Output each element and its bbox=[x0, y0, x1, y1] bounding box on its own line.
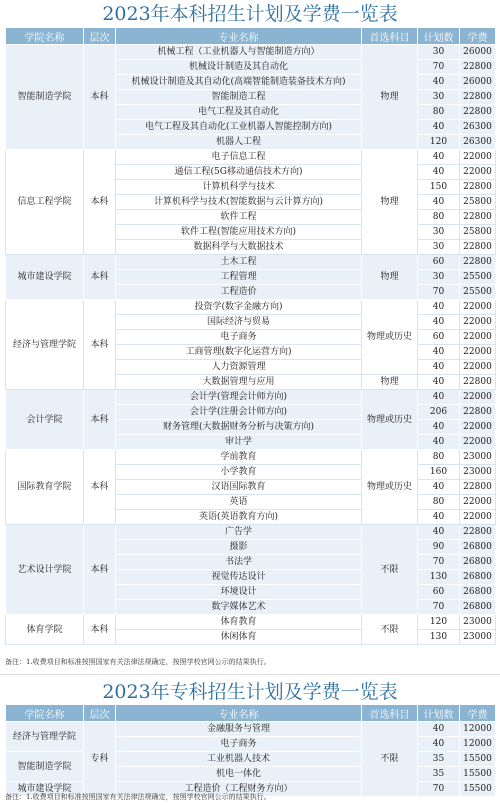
college-note: 备注：1.收费项目和标准按照国家有关法律法规确定，按照学校官网公示的结果执行。 bbox=[5, 793, 271, 801]
college-name-cell: 经济与管理学院 bbox=[6, 300, 84, 390]
tuition-cell: 26000 bbox=[460, 75, 496, 90]
plan-count-cell: 40 bbox=[418, 195, 460, 210]
college-header-2: 专业名称 bbox=[116, 705, 362, 722]
college-header-4: 计划数 bbox=[418, 705, 460, 722]
plan-count-cell: 40 bbox=[418, 420, 460, 435]
plan-count-cell: 206 bbox=[418, 405, 460, 420]
plan-count-cell: 120 bbox=[418, 135, 460, 150]
major-cell: 财务管理(大数据财务分析与决策方向) bbox=[116, 420, 362, 435]
college-name-cell: 信息工程学院 bbox=[6, 150, 84, 255]
table-row bbox=[6, 615, 496, 630]
table-row bbox=[6, 450, 496, 465]
subject-cell: 物理 bbox=[362, 255, 418, 300]
table-row bbox=[6, 722, 496, 737]
tuition-cell: 22800 bbox=[460, 255, 496, 270]
plan-count-cell: 70 bbox=[418, 600, 460, 615]
tuition-cell: 22800 bbox=[460, 90, 496, 105]
table-row bbox=[6, 300, 496, 315]
tuition-cell: 22000 bbox=[460, 300, 496, 315]
college-name-cell: 智能制造学院 bbox=[6, 752, 84, 782]
level-cell: 本科 bbox=[84, 300, 116, 390]
table-row bbox=[6, 150, 496, 165]
major-cell: 国际经济与贸易 bbox=[116, 315, 362, 330]
major-cell: 摄影 bbox=[116, 540, 362, 555]
level-cell: 专科 bbox=[84, 722, 116, 797]
college-name-cell: 国际教育学院 bbox=[6, 450, 84, 525]
tuition-cell: 22000 bbox=[460, 420, 496, 435]
tuition-cell: 26800 bbox=[460, 585, 496, 600]
major-cell: 投资学(数字金融方向) bbox=[116, 300, 362, 315]
major-cell: 电气工程及其自动化(工业机器人智能控制方向) bbox=[116, 120, 362, 135]
major-cell: 视觉传达设计 bbox=[116, 570, 362, 585]
major-cell: 工程造价 bbox=[116, 285, 362, 300]
subject-cell: 物理 bbox=[362, 45, 418, 150]
plan-count-cell: 30 bbox=[418, 225, 460, 240]
major-cell: 学前教育 bbox=[116, 450, 362, 465]
major-cell: 软件工程 bbox=[116, 210, 362, 225]
major-cell: 大数据管理与应用 bbox=[116, 375, 362, 390]
plan-count-cell: 130 bbox=[418, 630, 460, 645]
tuition-cell: 23000 bbox=[460, 630, 496, 645]
plan-count-cell: 30 bbox=[418, 45, 460, 60]
tuition-cell: 15500 bbox=[460, 767, 496, 782]
major-cell: 软件工程(智能应用技术方向) bbox=[116, 225, 362, 240]
major-cell: 电子商务 bbox=[116, 330, 362, 345]
plan-count-cell: 80 bbox=[418, 210, 460, 225]
tuition-cell: 15500 bbox=[460, 752, 496, 767]
major-cell: 工程管理 bbox=[116, 270, 362, 285]
level-cell: 本科 bbox=[84, 525, 116, 615]
tuition-cell: 26000 bbox=[460, 45, 496, 60]
tuition-cell: 22800 bbox=[460, 180, 496, 195]
level-cell: 本科 bbox=[84, 390, 116, 450]
subject-cell: 物理或历史 bbox=[362, 300, 418, 375]
undergrad-header-3: 首选科目 bbox=[362, 28, 418, 45]
major-cell: 土木工程 bbox=[116, 255, 362, 270]
undergrad-title: 2023年本科招生计划及学费一览表 bbox=[102, 3, 398, 25]
plan-count-cell: 80 bbox=[418, 495, 460, 510]
plan-count-cell: 80 bbox=[418, 105, 460, 120]
table-row bbox=[6, 752, 496, 767]
college-title: 2023年专科招生计划及学费一览表 bbox=[102, 681, 398, 703]
tuition-cell: 22000 bbox=[460, 165, 496, 180]
plan-count-cell: 40 bbox=[418, 75, 460, 90]
undergrad-header-row bbox=[6, 28, 496, 45]
undergrad-header-0: 学院名称 bbox=[6, 28, 84, 45]
tuition-cell: 22800 bbox=[460, 210, 496, 225]
plan-count-cell: 40 bbox=[418, 390, 460, 405]
plan-count-cell: 30 bbox=[418, 270, 460, 285]
plan-count-cell: 40 bbox=[418, 722, 460, 737]
tuition-cell: 22800 bbox=[460, 525, 496, 540]
major-cell: 机械设计制造及其自动化 bbox=[116, 60, 362, 75]
plan-count-cell: 40 bbox=[418, 300, 460, 315]
tuition-cell: 22000 bbox=[460, 390, 496, 405]
plan-count-cell: 120 bbox=[418, 615, 460, 630]
plan-count-cell: 40 bbox=[418, 737, 460, 752]
plan-count-cell: 130 bbox=[418, 570, 460, 585]
major-cell: 计算机科学与技术(智能数据与云计算方向) bbox=[116, 195, 362, 210]
major-cell: 电子信息工程 bbox=[116, 150, 362, 165]
college-header-1: 层次 bbox=[84, 705, 116, 722]
major-cell: 书法学 bbox=[116, 555, 362, 570]
plan-count-cell: 40 bbox=[418, 375, 460, 390]
major-cell: 电子商务 bbox=[116, 737, 362, 752]
tuition-cell: 22000 bbox=[460, 315, 496, 330]
tuition-cell: 26800 bbox=[460, 540, 496, 555]
plan-count-cell: 150 bbox=[418, 180, 460, 195]
college-name-cell: 体育学院 bbox=[6, 615, 84, 645]
college-name-cell: 智能制造学院 bbox=[6, 45, 84, 150]
plan-count-cell: 70 bbox=[418, 285, 460, 300]
major-cell: 通信工程(5G移动通信技术方向) bbox=[116, 165, 362, 180]
major-cell: 数据科学与大数据技术 bbox=[116, 240, 362, 255]
major-cell: 电气工程及其自动化 bbox=[116, 105, 362, 120]
tuition-cell: 26800 bbox=[460, 600, 496, 615]
major-cell: 计算机科学与技术 bbox=[116, 180, 362, 195]
tuition-cell: 22800 bbox=[460, 240, 496, 255]
plan-count-cell: 40 bbox=[418, 525, 460, 540]
major-cell: 体育教育 bbox=[116, 615, 362, 630]
subject-cell: 不限 bbox=[362, 615, 418, 645]
major-cell: 金融服务与管理 bbox=[116, 722, 362, 737]
plan-count-cell: 40 bbox=[418, 360, 460, 375]
tuition-cell: 25800 bbox=[460, 225, 496, 240]
tuition-cell: 22000 bbox=[460, 510, 496, 525]
subject-cell: 不限 bbox=[362, 525, 418, 615]
major-cell: 工商管理(数字化运营方向) bbox=[116, 345, 362, 360]
plan-count-cell: 80 bbox=[418, 450, 460, 465]
tuition-cell: 22800 bbox=[460, 480, 496, 495]
college-name-cell: 艺术设计学院 bbox=[6, 525, 84, 615]
plan-count-cell: 40 bbox=[418, 120, 460, 135]
undergrad-header-5: 学费 bbox=[460, 28, 496, 45]
major-cell: 广告学 bbox=[116, 525, 362, 540]
college-header-5: 学费 bbox=[460, 705, 496, 722]
major-cell: 数字媒体艺术 bbox=[116, 600, 362, 615]
level-cell: 本科 bbox=[84, 150, 116, 255]
major-cell: 英语(英语教育方向) bbox=[116, 510, 362, 525]
table-row bbox=[6, 255, 496, 270]
tuition-cell: 26300 bbox=[460, 135, 496, 150]
undergrad-note: 备注：1.收费项目和标准按照国家有关法律法规确定，按照学校官网公示的结果执行。 bbox=[5, 658, 271, 666]
college-name-cell: 会计学院 bbox=[6, 390, 84, 450]
plan-count-cell: 70 bbox=[418, 555, 460, 570]
plan-count-cell: 90 bbox=[418, 540, 460, 555]
major-cell: 机械工程（工业机器人与智能制造方向） bbox=[116, 45, 362, 60]
plan-count-cell: 70 bbox=[418, 60, 460, 75]
major-cell: 环境设计 bbox=[116, 585, 362, 600]
tuition-cell: 12000 bbox=[460, 722, 496, 737]
undergrad-header-1: 层次 bbox=[84, 28, 116, 45]
section-divider bbox=[0, 674, 500, 675]
plan-count-cell: 30 bbox=[418, 90, 460, 105]
major-cell: 休闲体育 bbox=[116, 630, 362, 645]
plan-count-cell: 40 bbox=[418, 435, 460, 450]
undergrad-table bbox=[5, 27, 496, 645]
major-cell: 机械设计制造及其自动化(高端智能制造装备技术方向) bbox=[116, 75, 362, 90]
level-cell: 本科 bbox=[84, 45, 116, 150]
tuition-cell: 22800 bbox=[460, 60, 496, 75]
level-cell: 本科 bbox=[84, 450, 116, 525]
tuition-cell: 15500 bbox=[460, 782, 496, 797]
tuition-cell: 22000 bbox=[460, 345, 496, 360]
major-cell: 会计学(注册会计师方向) bbox=[116, 405, 362, 420]
plan-count-cell: 60 bbox=[418, 330, 460, 345]
plan-count-cell: 30 bbox=[418, 240, 460, 255]
plan-count-cell: 70 bbox=[418, 782, 460, 797]
tuition-cell: 23000 bbox=[460, 465, 496, 480]
level-cell: 本科 bbox=[84, 615, 116, 645]
major-cell: 工程造价（工程财务方向） bbox=[116, 782, 362, 797]
college-header-0: 学院名称 bbox=[6, 705, 84, 722]
tuition-cell: 26800 bbox=[460, 555, 496, 570]
tuition-cell: 22000 bbox=[460, 495, 496, 510]
tuition-cell: 26300 bbox=[460, 120, 496, 135]
tuition-cell: 22800 bbox=[460, 375, 496, 390]
major-cell: 人力资源管理 bbox=[116, 360, 362, 375]
plan-count-cell: 40 bbox=[418, 510, 460, 525]
major-cell: 会计学(管理会计师方向) bbox=[116, 390, 362, 405]
plan-count-cell: 160 bbox=[418, 465, 460, 480]
subject-cell: 物理 bbox=[362, 375, 418, 390]
subject-cell: 不限 bbox=[362, 722, 418, 797]
plan-count-cell: 35 bbox=[418, 767, 460, 782]
college-table bbox=[5, 704, 496, 797]
subject-cell: 物理或历史 bbox=[362, 390, 418, 450]
major-cell: 审计学 bbox=[116, 435, 362, 450]
table-row bbox=[6, 390, 496, 405]
tuition-cell: 22000 bbox=[460, 435, 496, 450]
major-cell: 英语 bbox=[116, 495, 362, 510]
tuition-cell: 25500 bbox=[460, 270, 496, 285]
tuition-cell: 25500 bbox=[460, 285, 496, 300]
plan-count-cell: 60 bbox=[418, 585, 460, 600]
college-name-cell: 城市建设学院 bbox=[6, 255, 84, 300]
college-header-3: 首选科目 bbox=[362, 705, 418, 722]
major-cell: 小学教育 bbox=[116, 465, 362, 480]
tuition-cell: 25800 bbox=[460, 195, 496, 210]
plan-count-cell: 35 bbox=[418, 752, 460, 767]
tuition-cell: 23000 bbox=[460, 615, 496, 630]
tuition-cell: 26800 bbox=[460, 570, 496, 585]
subject-cell: 物理 bbox=[362, 150, 418, 255]
plan-count-cell: 60 bbox=[418, 255, 460, 270]
plan-count-cell: 40 bbox=[418, 345, 460, 360]
tuition-cell: 22800 bbox=[460, 405, 496, 420]
college-header-row bbox=[6, 705, 496, 722]
major-cell: 智能制造工程 bbox=[116, 90, 362, 105]
tuition-cell: 23000 bbox=[460, 450, 496, 465]
tuition-cell: 12000 bbox=[460, 737, 496, 752]
major-cell: 工业机器人技术 bbox=[116, 752, 362, 767]
college-name-cell: 经济与管理学院 bbox=[6, 722, 84, 752]
tuition-cell: 22000 bbox=[460, 330, 496, 345]
subject-cell: 物理或历史 bbox=[362, 450, 418, 525]
plan-count-cell: 40 bbox=[418, 165, 460, 180]
tuition-cell: 22000 bbox=[460, 360, 496, 375]
table-row bbox=[6, 525, 496, 540]
undergrad-header-2: 专业名称 bbox=[116, 28, 362, 45]
table-row bbox=[6, 45, 496, 60]
major-cell: 机电一体化 bbox=[116, 767, 362, 782]
plan-count-cell: 40 bbox=[418, 150, 460, 165]
major-cell: 机器人工程 bbox=[116, 135, 362, 150]
plan-count-cell: 40 bbox=[418, 315, 460, 330]
undergrad-header-4: 计划数 bbox=[418, 28, 460, 45]
level-cell: 本科 bbox=[84, 255, 116, 300]
major-cell: 汉语国际教育 bbox=[116, 480, 362, 495]
tuition-cell: 22800 bbox=[460, 105, 496, 120]
plan-count-cell: 40 bbox=[418, 480, 460, 495]
college-name-cell: 城市建设学院 bbox=[6, 782, 84, 797]
tuition-cell: 22000 bbox=[460, 150, 496, 165]
